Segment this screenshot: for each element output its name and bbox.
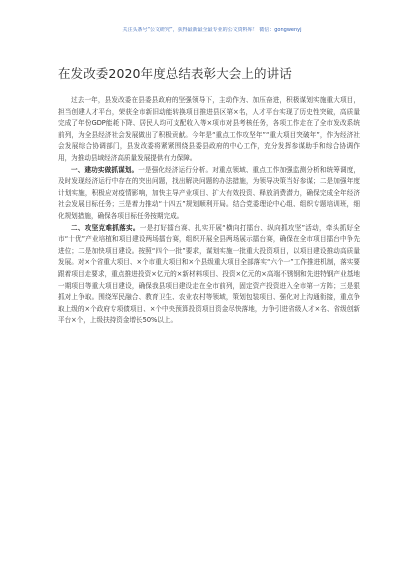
paragraph-section-1 xyxy=(58,165,360,223)
page-title: 在发改委2020年度总结表彰大会上的讲话 xyxy=(58,66,292,81)
paragraph-section-2 xyxy=(58,223,360,327)
paragraph-text: 一是打好擂台赛、扎实开展“横向打擂台、纵向抓攻坚”活动，牵头抓好全市“十优”产业培植和项目建设两场擂台赛，组织开展全县两场展示擂台赛，确保在全市项目擂台中争先进位；二是加快项目建设。按照“四个一批”要求，谋划实施一批重大投资项目，以项目建设推动高质量发展。对×个省重大项目、×个市重大项目和×个县级重大项目全部落实“六个一”工作推进机制，落实要跟着项目走要求，重点推进投资×亿元的×新材料项目、投资×亿元的×高端不锈钢和先进特钢产业基地一期项目等重大项目建设，确保我县项目建设走在全市前列，固定资产投资进入全市第一方阵；三是狠抓对上争取。围绕军民融合、教育卫生、农业农村等领域，策划包装项目、强化对上沟通衔接，重点争取上级的×个政府专项债项目、×个中央预算投资项目资金尽快落地，力争引进省级人才×名、省级创新平台×个，上级扶持资金增长50%以上。 xyxy=(58,223,360,325)
paragraph-intro xyxy=(58,95,360,165)
paragraph-text: 过去一年，县发改委在县委县政府的坚强领导下，主动作为、加压奋进，积极谋划实施重大项目，担当创建人才平台，荣获全市新旧动能转换项目推进县区第×名，人才平台实现了历史性突破，高质量完成了年份GDP能耗下降、居民人均可支配收入等×项市对县考核任务，各项工作走在了全市发改系统前列，为全县经济社会发展做出了积极贡献。今年是“重点工作攻坚年”“重大项目突破年”，作为经济社会发展综合协调部门，县发改委将紧紧围绕县委县政府的中心工作，充分发挥参谋助手和综合协调作用，为推动县域经济高质量发展提供有力保障。 xyxy=(58,96,360,162)
promo-banner: 关注头条号“公文研究”，获得最新最全最专业的公文资料库！ 微信：gongwenyj xyxy=(122,27,302,33)
document-body xyxy=(58,95,360,327)
paragraph-text: 一是强化经济运行分析。对重点领域、重点工作加强监测分析和统筹调度，及时发现经济运行中存在的突出问题，找出解决问题的办法措施，为领导决策当好参谋；二是加强年度计划实施，积极应对疫情影响，加快主导产业项目、扩大有效投资、释放消费潜力，确保完成全年经济社会发展目标任务；三是着力推动“十四五”规划顺利开局。结合党委理论中心组、组织专题培训班，细化规划措施，确保各项目标任务按期完成。 xyxy=(58,165,361,220)
paragraph-heading: 一、建功实做抓谋划。 xyxy=(71,165,139,174)
paragraph-heading: 二、攻坚克难抓落实。 xyxy=(71,223,140,232)
